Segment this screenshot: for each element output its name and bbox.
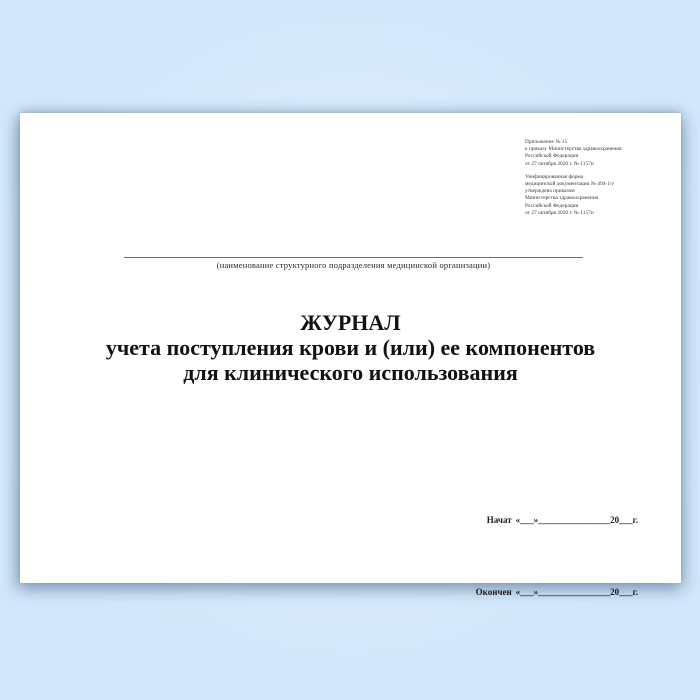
journal-cover-page [20, 113, 681, 597]
ended-blank-value: «___»________________20___г. [515, 587, 638, 597]
journal-title [20, 310, 681, 385]
journal-title-line: для клинического использования [183, 360, 518, 385]
unified-form-reference [525, 174, 665, 217]
ended-label: Окончен [475, 587, 512, 597]
legal-line: от 27 октября 2020 г. № 1157н [525, 209, 594, 216]
started-label: Начат [486, 515, 512, 525]
legal-line: Приложение № 15 [525, 139, 568, 145]
legal-reference-block [525, 139, 665, 223]
appendix-reference [525, 139, 665, 168]
legal-line: Унифицированная форма [525, 173, 584, 180]
journal-title-line: учета поступления крови и (или) ее компонентов [105, 335, 596, 360]
organization-name-field [124, 243, 583, 270]
legal-line: Российской Федерации [525, 202, 579, 209]
organization-name-caption: (наименование структурного подразделения медицинской организации) [216, 260, 491, 270]
ended-date-line [458, 556, 638, 628]
started-blank-value: «___»________________20___г. [515, 515, 638, 525]
legal-line: от 27 октября 2020 г. № 1157н [525, 160, 594, 167]
journal-title-line: ЖУРНАЛ [300, 310, 401, 335]
legal-line: Министерства здравоохранения [525, 195, 599, 202]
started-date-line [458, 484, 638, 556]
legal-line: к приказу Министерства здравоохранения [525, 146, 622, 153]
legal-line: медицинской документации № 494-1/у [525, 181, 615, 188]
start-end-dates-block [458, 484, 638, 628]
legal-line: Российской Федерации [525, 153, 579, 160]
blank-fill-line [124, 243, 583, 258]
legal-line: утверждена приказом [525, 188, 575, 195]
